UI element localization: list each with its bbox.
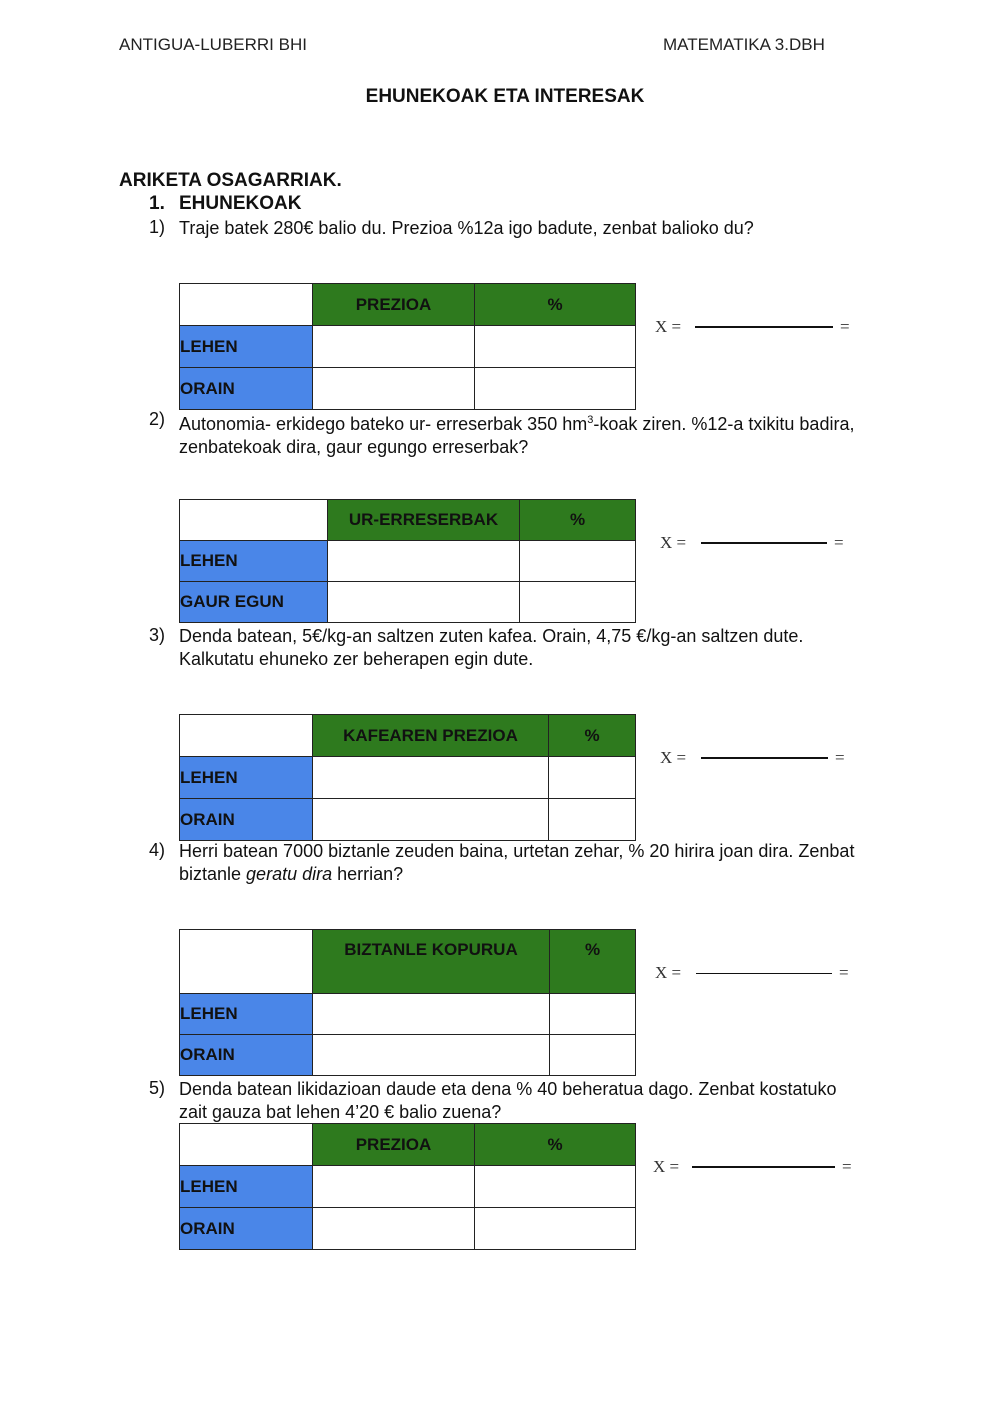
formula-lhs: X = xyxy=(655,317,682,336)
question-4-emphasis: geratu dira xyxy=(246,864,333,884)
formula-rhs: = xyxy=(840,317,850,336)
column-header: BIZTANLE KOPURUA xyxy=(313,930,550,994)
subsection-heading: EHUNEKOAK xyxy=(179,193,302,214)
answer-cell[interactable] xyxy=(313,994,550,1035)
header-school: ANTIGUA-LUBERRI BHI xyxy=(119,35,307,54)
answer-cell[interactable] xyxy=(475,1208,636,1250)
formula-lhs: X = xyxy=(655,963,682,982)
column-header: % xyxy=(550,930,636,994)
question-5-number: 5) xyxy=(149,1078,166,1098)
question-3-table xyxy=(179,714,636,841)
column-header: PREZIOA xyxy=(313,1124,475,1166)
answer-cell[interactable] xyxy=(328,582,520,623)
formula-rhs: = xyxy=(839,963,849,982)
question-3-text: Denda batean, 5€/kg-an saltzen zuten kafea. Orain, 4,75 €/kg-an saltzen dute. Kalkutatu ehuneko zer beherapen egin dute. xyxy=(179,626,804,669)
row-label: LEHEN xyxy=(180,326,313,368)
answer-cell[interactable] xyxy=(313,757,549,799)
question-4-text xyxy=(179,840,859,886)
row-label: ORAIN xyxy=(180,1208,313,1250)
table-corner-cell xyxy=(180,930,313,994)
column-header: PREZIOA xyxy=(313,284,475,326)
formula-fraction-line[interactable] xyxy=(701,542,827,544)
answer-cell[interactable] xyxy=(549,757,636,799)
table-corner-cell xyxy=(180,284,313,326)
row-label: LEHEN xyxy=(180,1166,313,1208)
column-header: UR-ERRESERBAK xyxy=(328,500,520,541)
formula-fraction-line[interactable] xyxy=(692,1166,835,1168)
answer-cell[interactable] xyxy=(520,541,636,582)
page-title: EHUNEKOAK ETA INTERESAK xyxy=(365,86,645,107)
row-label: LEHEN xyxy=(180,994,313,1035)
question-4-text-a: Herri batean 7000 biztanle zeuden baina, urtetan zehar, % 20 hirira joan dira. Zenbat biztanle xyxy=(179,841,855,884)
superscript: 3 xyxy=(587,414,594,426)
row-label: ORAIN xyxy=(180,1035,313,1076)
formula-rhs: = xyxy=(834,533,844,552)
formula-fraction-line[interactable] xyxy=(701,757,828,759)
column-header: % xyxy=(520,500,636,541)
answer-cell[interactable] xyxy=(313,1208,475,1250)
formula-lhs: X = xyxy=(653,1157,680,1176)
answer-cell[interactable] xyxy=(313,799,549,841)
row-label: ORAIN xyxy=(180,368,313,410)
question-1-table xyxy=(179,283,636,410)
formula-fraction-line[interactable] xyxy=(695,326,833,328)
table-corner-cell xyxy=(180,500,328,541)
table-corner-cell xyxy=(180,1124,313,1166)
answer-cell[interactable] xyxy=(549,799,636,841)
question-4-text-b: herrian? xyxy=(332,864,404,884)
column-header: % xyxy=(475,1124,636,1166)
answer-cell[interactable] xyxy=(313,1035,550,1076)
answer-cell[interactable] xyxy=(550,1035,636,1076)
answer-cell[interactable] xyxy=(313,326,475,368)
subsection-number: 1. xyxy=(149,193,165,214)
answer-cell[interactable] xyxy=(475,326,636,368)
table-corner-cell xyxy=(180,715,313,757)
question-1-number: 1) xyxy=(149,217,166,237)
question-4-number: 4) xyxy=(149,840,166,860)
formula-fraction-line[interactable] xyxy=(696,973,832,974)
question-4-table xyxy=(179,929,636,1076)
answer-cell[interactable] xyxy=(313,1166,475,1208)
question-2-number: 2) xyxy=(149,409,166,429)
question-2-text xyxy=(179,409,859,459)
formula-lhs: X = xyxy=(660,748,687,767)
column-header: % xyxy=(475,284,636,326)
row-label: LEHEN xyxy=(180,541,328,582)
answer-cell[interactable] xyxy=(313,368,475,410)
question-1-text: Traje batek 280€ balio du. Prezioa %12a igo badute, zenbat balioko du? xyxy=(179,218,754,238)
header-subject: MATEMATIKA 3.DBH xyxy=(663,35,825,54)
answer-cell[interactable] xyxy=(520,582,636,623)
question-2-text-a: Autonomia- erkidego bateko ur- erreserbak 350 hm xyxy=(179,414,588,434)
row-label: LEHEN xyxy=(180,757,313,799)
formula-rhs: = xyxy=(842,1157,852,1176)
answer-cell[interactable] xyxy=(328,541,520,582)
question-2-table xyxy=(179,499,636,623)
column-header: % xyxy=(549,715,636,757)
row-label: ORAIN xyxy=(180,799,313,841)
question-2-text-b: -koak ziren. %12-a txikitu badira, zenbatekoak dira, gaur egungo erreserbak? xyxy=(179,414,855,457)
column-header: KAFEAREN PREZIOA xyxy=(313,715,549,757)
question-3-number: 3) xyxy=(149,625,166,645)
answer-cell[interactable] xyxy=(475,368,636,410)
formula-rhs: = xyxy=(835,748,845,767)
section-heading: ARIKETA OSAGARRIAK. xyxy=(119,170,342,191)
answer-cell[interactable] xyxy=(550,994,636,1035)
row-label: GAUR EGUN xyxy=(180,582,328,623)
question-5-table xyxy=(179,1123,636,1250)
question-5-text: Denda batean likidazioan daude eta dena % 40 beheratua dago. Zenbat kostatuko zait gauza bat lehen 4’20 € balio zuena? xyxy=(179,1079,837,1122)
answer-cell[interactable] xyxy=(475,1166,636,1208)
formula-lhs: X = xyxy=(660,533,687,552)
